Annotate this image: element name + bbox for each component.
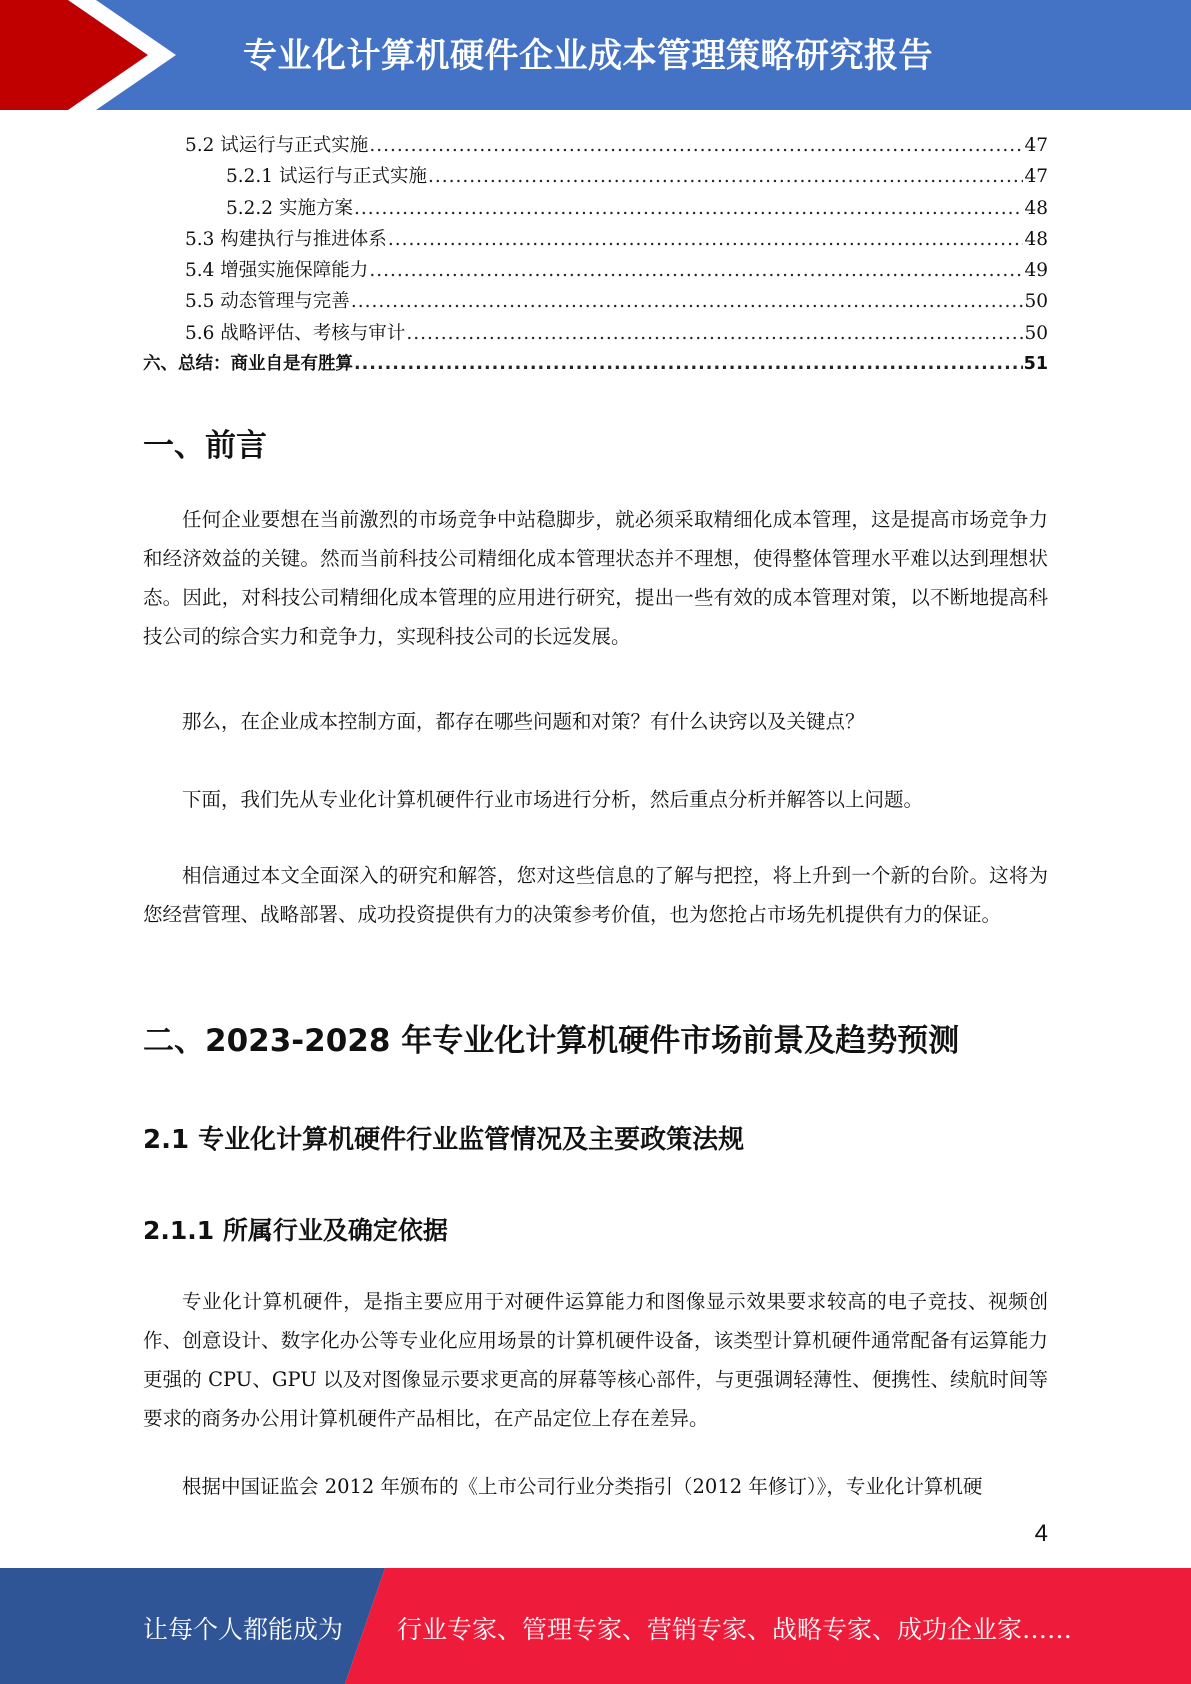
toc-item-label: 5.2.2 实施方案 — [226, 197, 353, 219]
toc-item[interactable] — [143, 130, 1048, 161]
table-of-contents — [143, 130, 1048, 380]
paragraph: 专业化计算机硬件，是指主要应用于对硬件运算能力和图像显示效果要求较高的电子竞技、视频创作、创意设计、数字化办公等专业化应用场景的计算机硬件设备，该类型计算机硬件通常配备有运算能力更强的 CPU、GPU 以及对图像显示要求更高的屏幕等核心部件，与更强调轻薄性、便携性、续航时间等要求的商务办公用计算机硬件产品相比，在产品定位上存在差异。 — [143, 1290, 1048, 1430]
footer-banner — [0, 1568, 1191, 1684]
paragraph: 相信通过本文全面深入的研究和解答，您对这些信息的了解与把控，将上升到一个新的台阶。这将为您经营管理、战略部署、成功投资提供有力的决策参考价值，也为您抢占市场先机提供有力的保证。 — [143, 864, 1048, 926]
subsubsection-heading-industry: 2.1.1 所属行业及确定依据 — [143, 1216, 448, 1245]
paragraph: 任何企业要想在当前激烈的市场竞争中站稳脚步，就必须采取精细化成本管理，这是提高市场竞争力和经济效益的关键。然而当前科技公司精细化成本管理状态并不理想，使得整体管理水平难以达到理想状态。因此，对科技公司精细化成本管理的应用进行研究，提出一些有效的成本管理对策，以不断地提高科技公司的综合实力和竞争力，实现科技公司的长远发展。 — [143, 508, 1048, 648]
toc-item-page: 47 — [1024, 135, 1048, 156]
toc-item-label: 5.6 战略评估、考核与审计 — [185, 322, 406, 344]
section-heading-market-outlook: 二、2023-2028 年专业化计算机硬件市场前景及趋势预测 — [143, 1023, 960, 1059]
toc-item-label: 5.3 构建执行与推进体系 — [185, 228, 387, 250]
toc-item[interactable] — [143, 161, 1048, 192]
toc-item-label: 5.2.1 试运行与正式实施 — [226, 166, 427, 188]
toc-item-page: 49 — [1024, 260, 1048, 282]
header-title: 专业化计算机硬件企业成本管理策略研究报告 — [243, 36, 933, 76]
toc-leader-dots — [354, 349, 1023, 380]
toc-item-label: 5.4 增强实施保障能力 — [185, 260, 369, 282]
toc-leader-dots — [406, 318, 1023, 349]
toc-item-label: 六、总结：商业自是有胜算 — [143, 354, 353, 375]
toc-item-page: 50 — [1024, 322, 1048, 344]
toc-item[interactable] — [143, 286, 1048, 317]
page-number: 4 — [1034, 1520, 1048, 1547]
toc-item-page: 47 — [1024, 166, 1048, 188]
header-banner — [0, 0, 1191, 110]
toc-item-label: 5.5 动态管理与完善 — [185, 291, 350, 313]
subsection-heading-regulation: 2.1 专业化计算机硬件行业监管情况及主要政策法规 — [143, 1125, 745, 1155]
toc-leader-dots — [354, 193, 1024, 224]
toc-leader-dots — [351, 286, 1024, 317]
toc-item[interactable] — [143, 193, 1048, 224]
toc-leader-dots — [428, 161, 1023, 192]
toc-leader-dots — [369, 255, 1023, 286]
toc-item-page: 48 — [1024, 228, 1048, 250]
toc-item[interactable] — [143, 255, 1048, 286]
toc-item-page: 48 — [1024, 197, 1048, 219]
toc-item[interactable] — [143, 224, 1048, 255]
toc-leader-dots — [388, 224, 1024, 255]
toc-item-page: 50 — [1024, 291, 1048, 313]
section-heading-preface: 一、前言 — [143, 428, 267, 464]
footer-slogan-left: 让每个人都能成为 — [143, 1615, 344, 1644]
footer-slogan-right: 行业专家、管理专家、营销专家、战略专家、成功企业家…… — [397, 1615, 1073, 1644]
toc-item-page: 51 — [1023, 354, 1048, 375]
paragraph: 那么，在企业成本控制方面，都存在哪些问题和对策？有什么诀窍以及关键点？ — [182, 710, 865, 733]
toc-item[interactable] — [143, 349, 1048, 380]
paragraph: 下面，我们先从专业化计算机硬件行业市场进行分析，然后重点分析并解答以上问题。 — [182, 788, 924, 811]
toc-item-label: 5.2 试运行与正式实施 — [185, 135, 369, 156]
toc-item[interactable] — [143, 318, 1048, 349]
toc-leader-dots — [369, 130, 1023, 161]
paragraph: 根据中国证监会 2012 年颁布的《上市公司行业分类指引（2012 年修订）》，专业化计算机硬 — [182, 1475, 983, 1498]
